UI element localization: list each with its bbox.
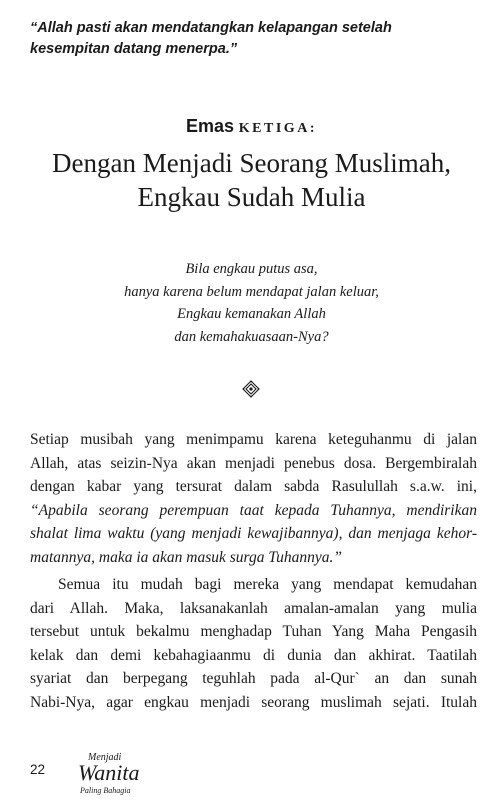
chapter-title-line-2: Engkau Sudah Mulia [137, 182, 366, 212]
chapter-label-word: Emas [186, 116, 235, 136]
hadith-quote-line: shalat lima waktu (yang menjadi kewajibannya), dan menjaga kehor- [30, 525, 477, 542]
paragraph-line: Setiap musibah yang menimpamu karena keteguhanmu di jalan [30, 431, 477, 448]
chapter-label [0, 116, 503, 137]
verse-line: Bila engkau putus asa, [185, 261, 318, 277]
page-number: 22 [30, 762, 46, 777]
paragraph-line: kelak dan demi kebahagiaanmu di dunia dan akhirat. Taatilah [30, 646, 477, 664]
paragraph-line: Allah, atas seizin-Nya akan menjadi penebus dosa. Bergembiralah [30, 454, 477, 472]
page-footer [30, 748, 230, 798]
verse-line: hanya karena belum mendapat jalan keluar, [124, 283, 379, 300]
verse-line: dan kemahakuasaan-Nya? [174, 328, 329, 345]
verse-line: Engkau kemanakan Allah [177, 306, 326, 322]
paragraph-2 [30, 573, 477, 714]
chapter-title-line-1: Dengan Menjadi Seorang Muslimah, [52, 148, 451, 178]
paragraph-line: dengan kabar yang tersurat dalam sabda Rasulullah s.a.w. ini, [30, 478, 477, 495]
diamond-ornament-icon [242, 380, 260, 398]
book-title-logo [74, 748, 184, 798]
paragraph-1 [30, 428, 477, 569]
chapter-title [0, 146, 503, 214]
hadith-quote-line: matannya, maka ia akan masuk surga Tuhannya.” [30, 548, 342, 566]
hadith-quote-line: “Apabila seorang perempuan taat kepada Tuhannya, mendirikan [30, 501, 477, 519]
logo-line-3: Paling Bahagia [80, 786, 131, 795]
paragraph-line: tersebut untuk bekalmu menghadap Tuhan Yang Maha Pengasih [30, 623, 477, 640]
paragraph-line: syariat dan berpegang teguhlah pada al-Qur` an dan sunah [30, 670, 477, 687]
chapter-label-ordinal: KETIGA [238, 121, 310, 136]
logo-line-1: Menjadi [88, 752, 122, 763]
body-text [30, 428, 477, 714]
paragraph-line: Semua itu mudah bagi mereka yang mendapat kemudahan [58, 576, 477, 593]
paragraph-line: dari Allah. Maka, laksanakanlah amalan-amalan yang mulia [30, 599, 477, 617]
epigraph-quote: “Allah pasti akan mendatangkan kelapangan setelah kesempitan datang menerpa.” [30, 20, 392, 57]
chapter-label-suffix: : [309, 121, 317, 136]
logo-line-2: Wanita [78, 760, 140, 785]
poem-verse [0, 258, 503, 348]
paragraph-line: Nabi-Nya, agar engkau menjadi seorang muslimah sejati. Itulah [30, 693, 477, 711]
